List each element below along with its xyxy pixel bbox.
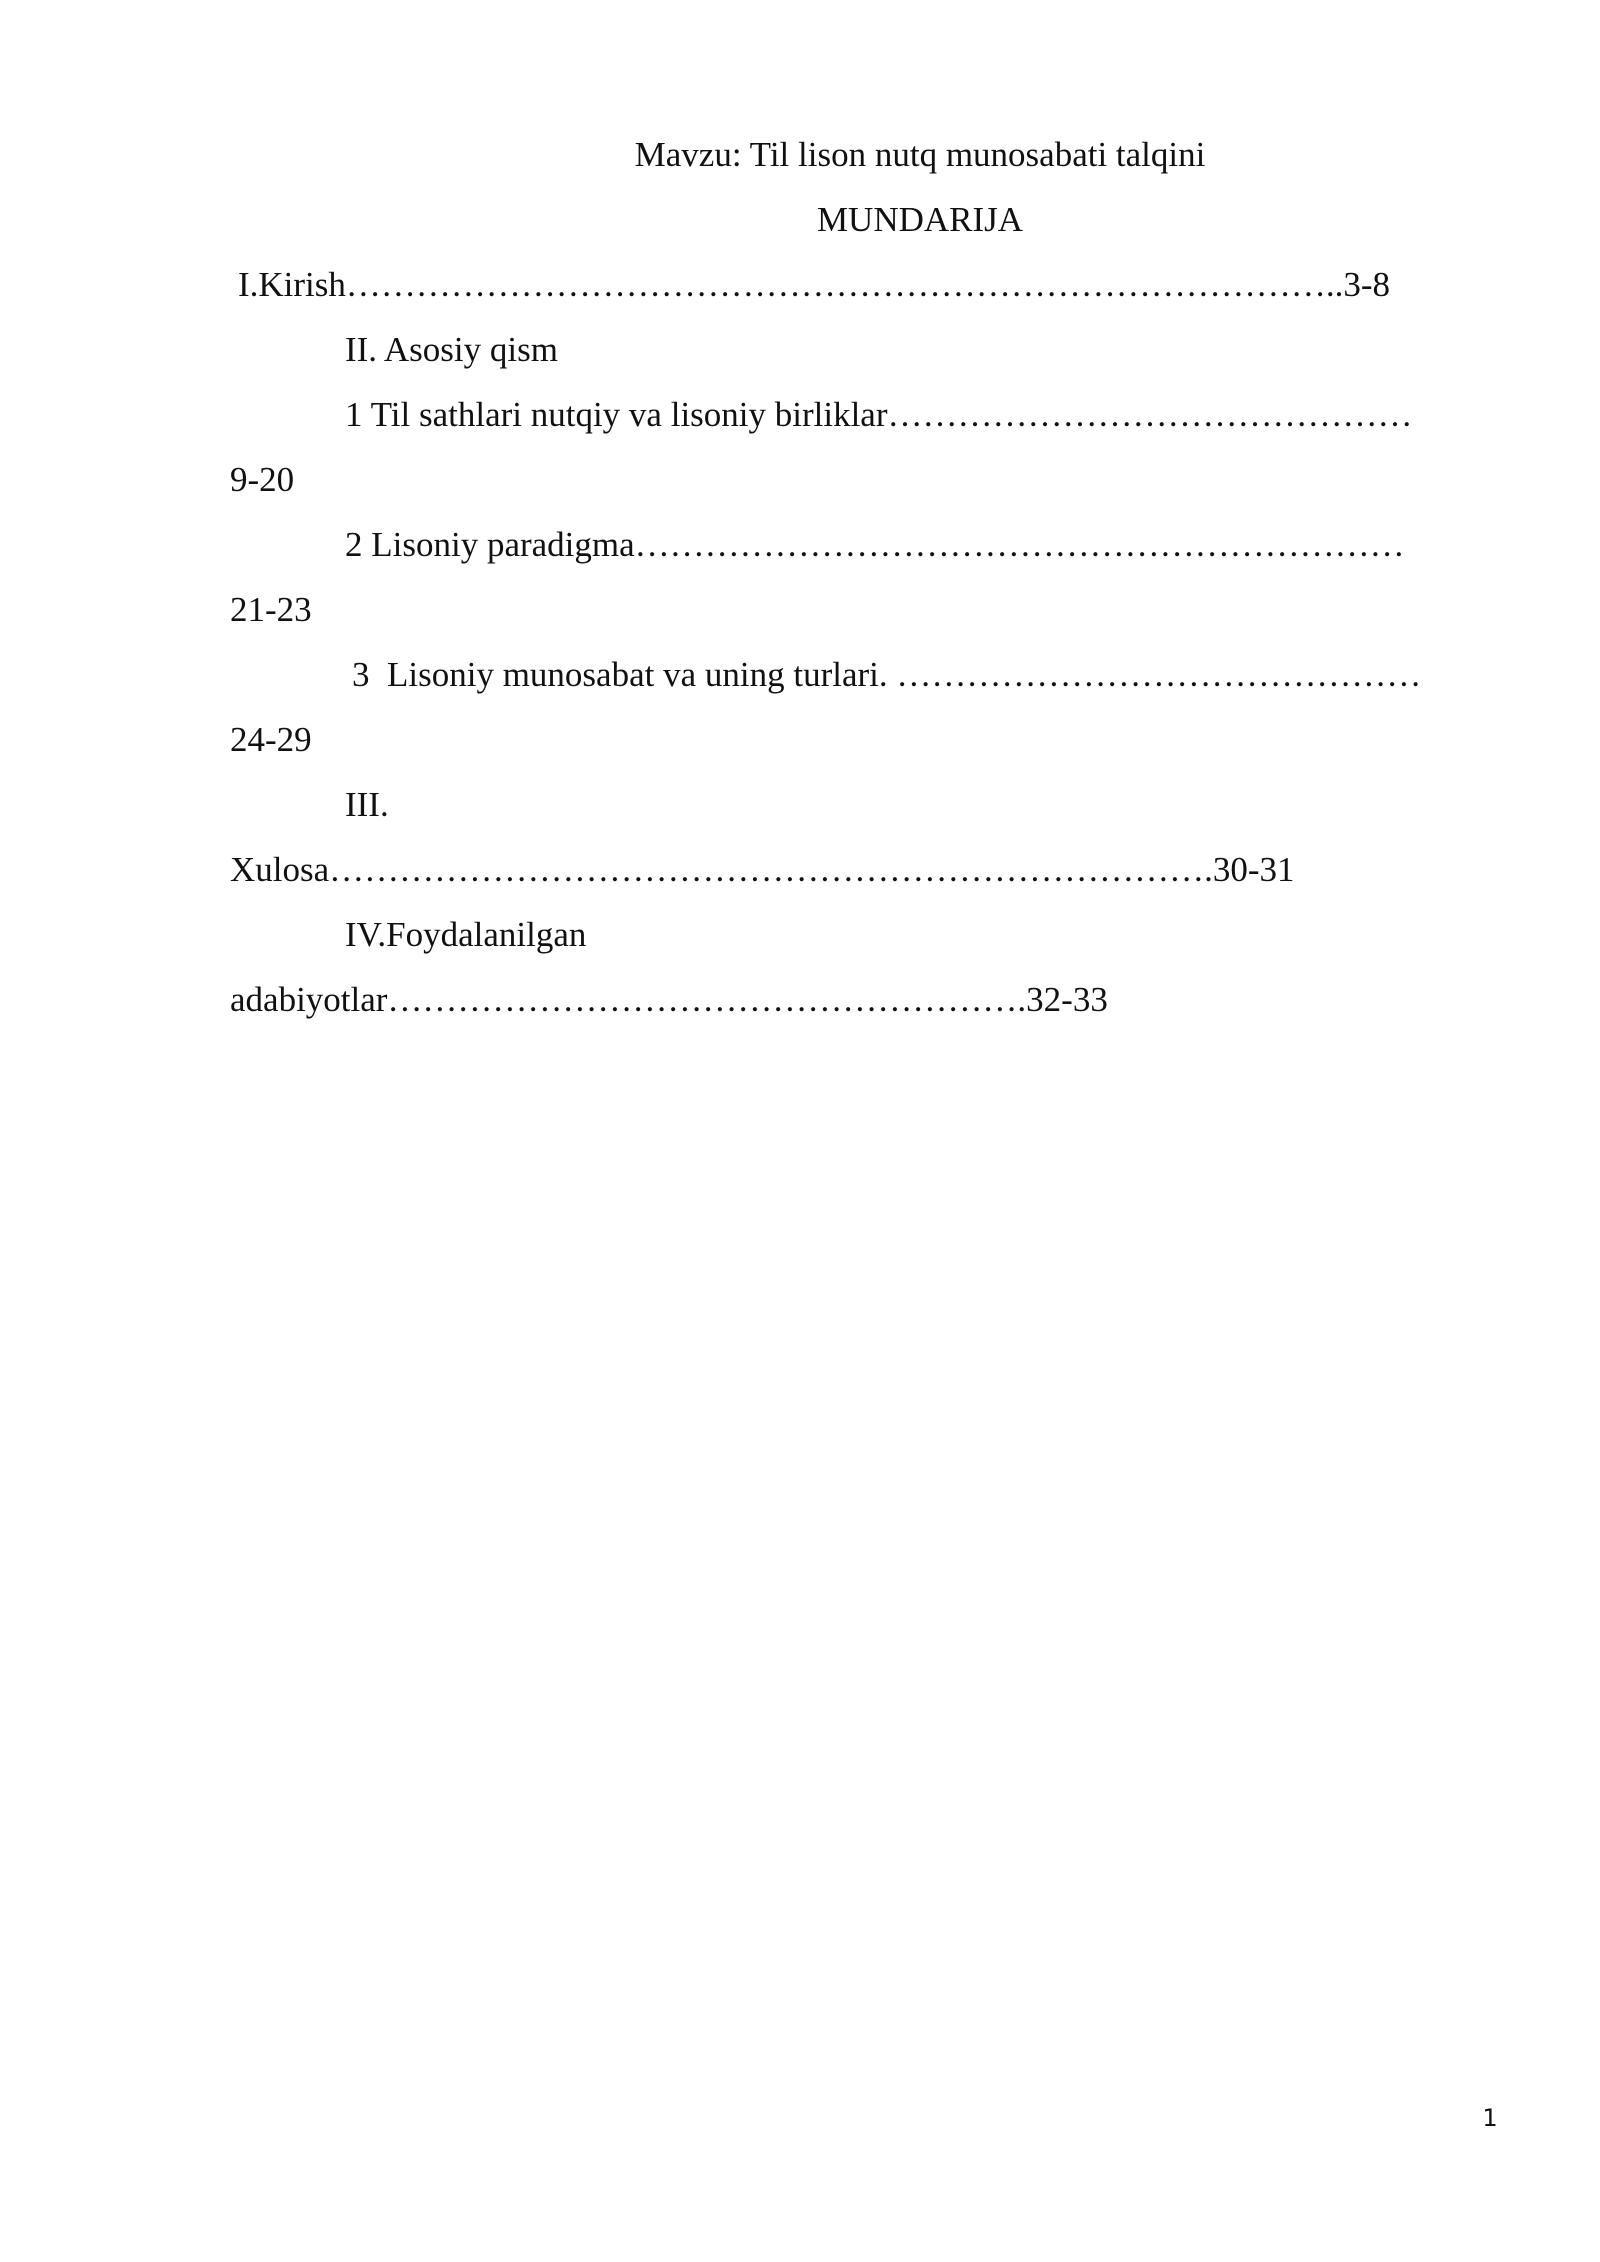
toc-entry-til-sathlari: 1 Til sathlari nutqiy va lisoniy birliklar………………………………………: [345, 395, 1413, 434]
page-number: 1: [1482, 2104, 1498, 2132]
toc-page-range: 21-23: [230, 590, 312, 629]
toc-section-asosiy-qism: II. Asosiy qism: [345, 330, 558, 369]
toc-entry-kirish: I.Kirish…………………………………………………………………………..3-8: [238, 265, 1391, 304]
toc-entry-xulosa: Xulosa………………………………………………………………….30-31: [230, 850, 1295, 889]
document-title: Mavzu: Til lison nutq munosabati talqini: [634, 135, 1206, 174]
toc-section-number-iii: III.: [345, 785, 389, 824]
toc-heading: MUNDARIJA: [816, 200, 1024, 239]
toc-entry-adabiyotlar: adabiyotlar……………………………………………….32-33: [230, 980, 1108, 1019]
toc-page-range: 24-29: [230, 720, 312, 759]
toc-entry-lisoniy-paradigma: 2 Lisoniy paradigma…………………………………………………………: [345, 525, 1405, 564]
toc-entry-lisoniy-munosabat: 3 Lisoniy munosabat va uning turlari. ………………………………………: [352, 655, 1422, 694]
toc-page-range: 9-20: [230, 460, 295, 499]
toc-section-foydalanilgan: IV.Foydalanilgan: [345, 915, 587, 954]
